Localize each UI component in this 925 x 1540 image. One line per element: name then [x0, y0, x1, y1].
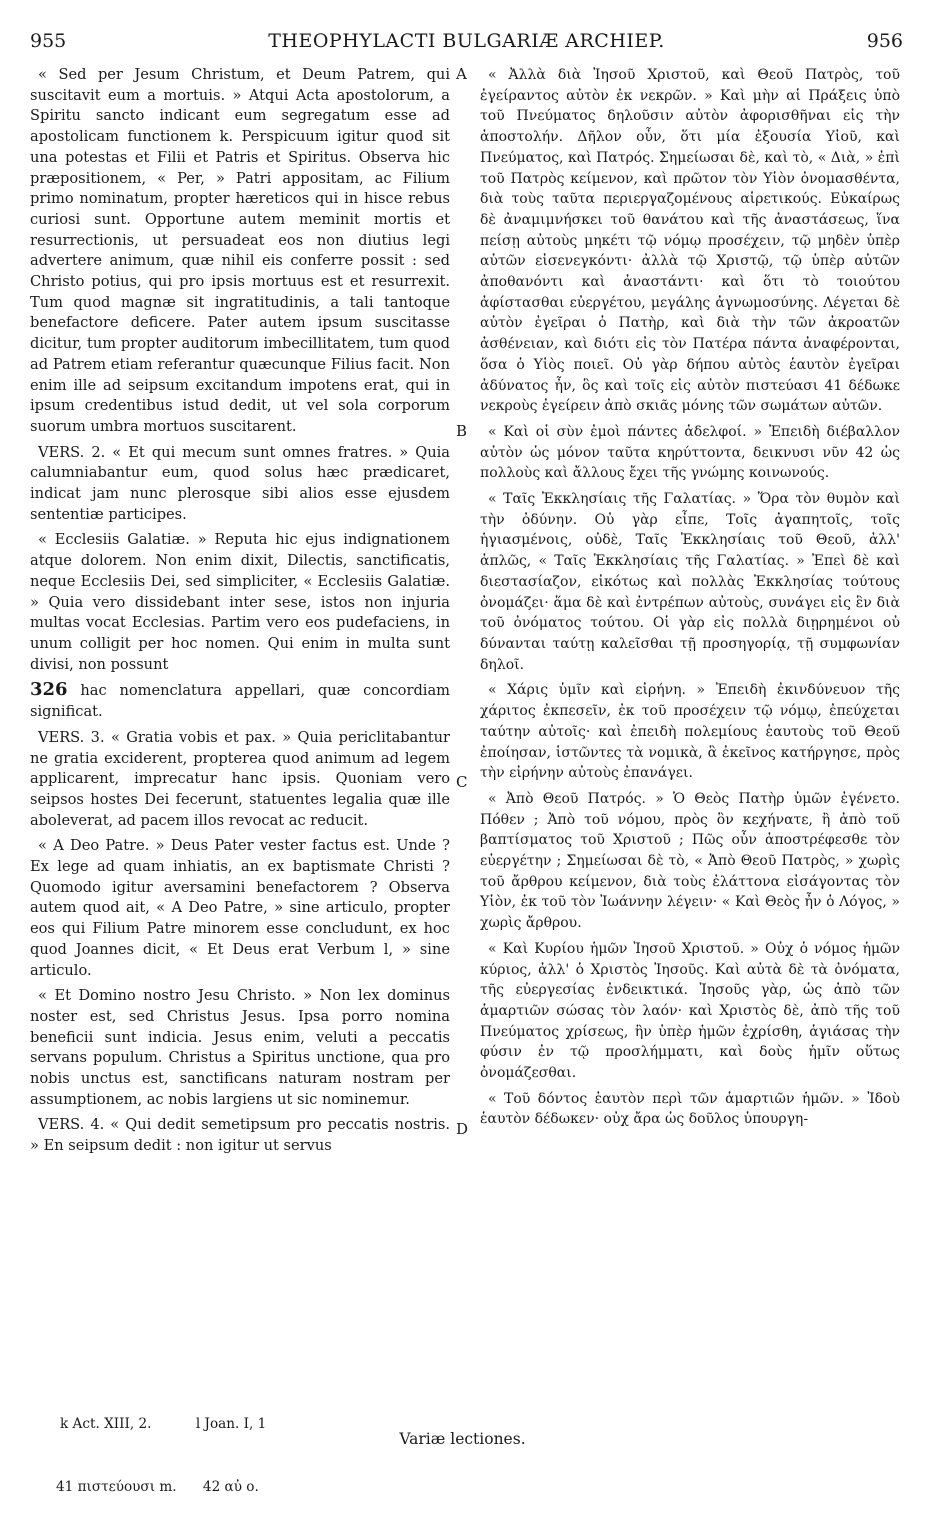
greek-paragraph: « Ἀπὸ Θεοῦ Πατρός. » Ὁ Θεὸς Πατὴρ ὑμῶν ἐγένετο. Πόθεν ; Ἀπὸ τοῦ νόμου, πρὸς ὃν κεχήνατε, ἢ ἀπὸ τοῦ βαπτίσματος τοῦ Χριστοῦ ; Πῶς οὖν ἀποστρέφεσθε τὸν εὐεργέτην ; Σημείωσαι δὲ τὸ, « Ἀπὸ Θεοῦ Πατρὸς, » χωρὶς τοῦ ἄρθρου κείμενον, διὰ τοὺς ἐλάττονα εἰσάγοντας τὸν Υἱὸν, ἐκ τοῦ τὸν Ἰωάννην λέγειν· « Καὶ Θεὸς ἦν ὁ Λόγος, » χωρὶς ἄρθρου. [480, 790, 900, 932]
greek-paragraph: « Καὶ οἱ σὺν ἐμοὶ πάντες ἀδελφοί. » Ἐπειδὴ διέβαλλον αὐτὸν ὡς μόνον ταῦτα κηρύττοντα, δεικνυσι νῦν 42 ὡς πολλοὺς καὶ ἄλλους ἔχει τῆς γνώμης κοινωνούς. [480, 423, 900, 482]
margin-marker-b: B [456, 422, 468, 440]
latin-column [30, 65, 450, 1162]
page-number-left: 955 [30, 30, 67, 52]
latin-paragraph: VERS. 2. « Et qui mecum sunt omnes fratres. » Quia calumniabantur eum, quod solus hæc prædicaret, indicat jam nunc plerosque sibi alios esse ejusdem sententiæ participes. [30, 443, 450, 523]
variant-reading: 41 πιστεύουσι m. [56, 1479, 177, 1495]
page-number-right: 956 [866, 30, 903, 52]
greek-column [480, 65, 900, 1135]
greek-paragraph: « Τοῦ δόντος ἑαυτὸν περὶ τῶν ἁμαρτιῶν ἡμῶν. » Ἰδοὺ ἑαυτὸν δέδωκεν· οὐχ ἄρα ὡς δοῦλος ὑπουργη- [480, 1090, 900, 1128]
variae-lectiones [56, 1479, 281, 1495]
latin-paragraph: VERS. 3. « Gratia vobis et pax. » Quia periclitabantur ne gratia exciderent, propterea quod animum ad legem applicarent, imprecatur hanc ipsis. Quoniam vero seipsos hostes Dei fecerunt, statuentes legalia quæ ille aboleverat, ad pacem illos revocat ac reducit. [30, 728, 450, 829]
variae-lectiones-title: Variæ lectiones. [399, 1430, 526, 1448]
greek-paragraph: « Χάρις ὑμῖν καὶ εἰρήνη. » Ἐπειδὴ ἐκινδύνευον τῆς χάριτος ἐκπεσεῖν, ἐκ τοῦ προσέχειν τῷ νόμῳ, ἐπεύχεται ταύτην αὐτοῖς· καὶ ἐπειδὴ πολεμίους ἑαυτοὺς τοῦ Θεοῦ ἐποίησαν, ἱστῶντες τὰ νομικὰ, ἃ ἐκεῖνος κατήργησε, πρὸς τὴν εἰρήνην αὐτοὺς ἐπανάγει. [480, 682, 900, 782]
running-title: THEOPHYLACTI BULGARIÆ ARCHIEP. [268, 30, 665, 52]
latin-paragraph: VERS. 4. « Qui dedit semetipsum pro peccatis nostris. » En seipsum dedit : non igitur ut servus [30, 1116, 450, 1155]
greek-paragraph: « Καὶ Κυρίου ἡμῶν Ἰησοῦ Χριστοῦ. » Οὐχ ὁ νόμος ἡμῶν κύριος, ἀλλ' ὁ Χριστὸς Ἰησοῦς. Καὶ αὐτὰ δὲ τὰ ὀνόματα, τῆς εὐεργεσίας ἐνδεικτικά. Ἰησοῦς γὰρ, ὡς ἀπὸ τῶν ἁμαρτιῶν σώσας τὸν λαόν· καὶ Χριστὸς δὲ, ἀπὸ τῆς τοῦ Πνεύματος χρίσεως, ἣν ὑπὲρ ἡμῶν ἐχρίσθη, ἁγιάσας τὴν φύσιν ἐν τῷ προσλήμματι, καὶ δοὺς ἡμῖν οὕτως ὀνομάζεσθαι. [480, 940, 900, 1082]
latin-paragraph: « Et Domino nostro Jesu Christo. » Non lex dominus noster est, sed Christus Jesus. Ipsa porro nomina beneficii sunt indicia. Jesus enim, veluti a peccatis servans populum. Christus a Spiritus unctione, qua pro nobis unctus est, sanctificans naturam nostram per assumptionem, ac nobis largiens ut sic nominemur. [30, 987, 450, 1108]
greek-paragraph: « Ταῖς Ἐκκλησίαις τῆς Γαλατίας. » Ὅρα τὸν θυμὸν καὶ τὴν ὀδύνην. Οὐ γὰρ εἶπε, Τοῖς ἀγαπητοῖς, τοῖς ἡγιασμένοις, οὐδὲ, Ταῖς Ἐκκλησίαις τοῦ Θεοῦ, ἀλλ' ἁπλῶς, « Ταῖς Ἐκκλησίαις τῆς Γαλατίας. » Ἐπεὶ δὲ καὶ διεστασίαζον, εἰκότως καὶ πολλὰς Ἐκκλησίας τούτους ὀνομάζει· ἅμα δὲ καὶ ἐντρέπων αὐτοὺς, συνάγει εἰς ἓν διὰ τοῦ ὀνόματος τούτου. Οἱ γὰρ εἰς πολλὰ διῃρημένοι οὐ δύνανται ταύτῃ καλεῖσθαι τῇ προσηγορίᾳ, τῇ συμφωνίαν δηλοῖ. [480, 491, 900, 673]
margin-marker-c: C [456, 773, 468, 791]
greek-paragraph: « Ἀλλὰ διὰ Ἰησοῦ Χριστοῦ, καὶ Θεοῦ Πατρὸς, τοῦ ἐγείραντος αὐτὸν ἐκ νεκρῶν. » Καὶ μὴν αἱ Πράξεις ὑπὸ τοῦ Πνεύματος δηλοῦσιν αὐτὸν ἀφορισθῆναι εἰς τὴν ἀποστολήν. Δῆλον οὖν, ὅτι μία ἐξουσία Υἱοῦ, καὶ Πνεύματος, καὶ Πατρός. Σημείωσαι δὲ, καὶ τὸ, « Διὰ, » ἐπὶ τοῦ Πατρὸς κείμενον, καὶ πρῶτον τὸν Υἱὸν ὀνομασθέντα, διὰ τοὺς ταῦτα περιεργαζομένους αἱρετικούς. Εὐκαίρως δὲ ἀναμιμνήσκει τοῦ θανάτου καὶ τῆς ἀναστάσεως, ἵνα πείσῃ αὐτοὺς μηκέτι τῷ νόμῳ προσέχειν, τῷ μηδὲν ὑπὲρ αὐτῶν εἰσενεγκόντι· ἀλλὰ τῷ Χριστῷ, τῷ ὑπὲρ αὐτῶν ἀποθανόντι καὶ ἀναστάντι· καὶ ὅτι τὸ τοιούτου ἀφίστασθαι εὐεργέτου, μεγάλης ἀγνωμοσύνης. Λέγεται δὲ αὐτὸν ἐγεῖραι ὁ Πατὴρ, καὶ διὰ τὴν τῶν ἀκροατῶν ἀσθένειαν, καὶ διότι εἰς τὸν Πατέρα πάντα ἀναφέρονται, ὅσα ὁ Υἱὸς ποιεῖ. Οὐ γὰρ δήπου αὐτὸς ἑαυτὸν ἐγεῖραι ἀδύνατος ἦν, ὃς καὶ τοῖς εἰς αὐτὸν πιστεύασι 41 δέδωκε νεκροὺς ἐγείρειν ἀπὸ σκιᾶς μόνης τῶν σωμάτων αὐτῶν. [480, 67, 900, 415]
margin-marker-d: D [456, 1120, 469, 1138]
footnote: k Act. XIII, 2. [60, 1416, 152, 1432]
latin-paragraph: « Ecclesiis Galatiæ. » Reputa hic ejus indignationem atque dolorem. Non enim dixit, Dilectis, sanctificatis, neque Ecclesiis Dei, sed simpliciter, « Ecclesiis Galatiæ. » Quia vero dissidebant inter sese, istos non injuria multas vocat Ecclesias. Partim vero eos pudefaciens, in unum colligit per hoc nomen. Qui enim in multa sunt divisi, non possunt [30, 531, 450, 673]
margin-marker-a: A [456, 65, 467, 83]
footnote: l Joan. I, 1 [195, 1416, 267, 1432]
running-header [30, 30, 903, 56]
latin-paragraph: « Sed per Jesum Christum, et Deum Patrem, qui suscitavit eum a mortuis. » Atqui Acta apostolorum, a Spiritu sancto indicant eum segregatum esse ad apostolicam functionem k. Perspicuum igitur quod sit una potestas et Filii et Patris et Spiritus. Observa hic præpositionem, « Per, » Patri appositam, ac Filium primo nominatum, propter hæreticos qui in hisce rebus curiosi sunt. Opportune autem meminit mortis et resurrectionis, ut persuadeat eos non diutius legi advertere animum, quæ nihil eis conferre possit : sed Christo potius, qui pro ipsis mortuus est et resurrexit. Tum quod magnæ sit ingratitudinis, a tali tantoque benefactore deficere. Pater autem ipsum suscitasse dicitur, tum propter auditorum imbecillitatem, tum quod ad Patrem etiam referantur quæcunque Filius facit. Non enim ille ad seipsum excitandum impotens erat, qui in ipsum credentibus istud dedit, ut vel sola corporum suorum umbra mortuos suscitarent. [30, 66, 450, 435]
latin-paragraph-sig [30, 680, 450, 722]
variant-reading: 42 αὐ ο. [202, 1479, 259, 1495]
latin-paragraph: « A Deo Patre. » Deus Pater vester factus est. Unde ? Ex lege ad quam inhiatis, an ex baptismate Christi ? Quomodo igitur aversamini benefactorem ? Observa autem quod ait, « A Deo Patre, » sine articulo, propter eos qui Filium Patre minorem esse concludunt, ex hoc quod Joannes dicit, « Et Deus erat Verbum l, » sine articulo. [30, 837, 450, 979]
signature-number: 326 [30, 679, 68, 701]
latin-paragraph-cont: hac nomenclatura appellari, quæ concordiam significat. [30, 682, 450, 721]
